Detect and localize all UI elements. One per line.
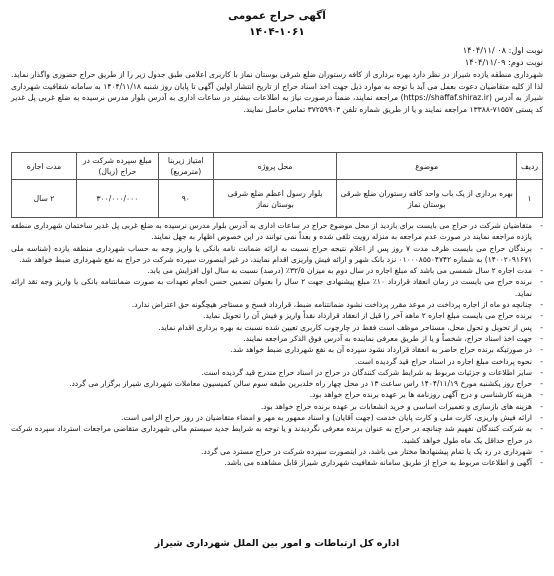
notice-number: ۱۴۰۴-۱۰۶۱ [249,26,305,38]
term-text: ارائه فیش واریزی، کارت ملی و کارت پایان خدمت (جهت آقایان) و اسناد ممهور به مهر و امضاء متقاضیان در روز حراج الزامی است. [120,413,532,423]
term-text: پس از تحویل و تحول محل، مستاجر موظف است فقط در چارچوب کاربری تعیین شده نسبت به بهره برداری اقدام نماید. [158,322,532,332]
term-text: متقاضیان شرکت در حراج می بایست برای بازدید از محل موضوع حراج در ساعات اداری به آدرس بلوار مدرس نرسیده به ضلع غربی پل غدیر ساختمان شهرداری منطقه یازده مراجعه نمایند در صورت عدم مراجعه به منزله رویت تلقی شده و بعداً نمی توانند در این خصوص اظهار به جهل نمایند. [11,221,532,242]
cell-radif: ۱ [517,180,543,218]
header-score: امتیاز زیربنا (مترمربع) [158,153,213,180]
list-item [11,457,543,468]
bullet: - [540,243,543,253]
bullet: - [540,367,543,377]
bullet: - [540,458,543,468]
term-text: جهت اخذ اسناد حراج، شخصاً و یا از طریق معرفی نماینده به آدرس فوق الذکر مراجعه نمایند. [243,333,532,343]
list-item [11,276,543,299]
list-item [11,446,543,457]
header-duration: مدت اجاره [12,153,77,180]
term-text: برندگان حراج می بایست ظرف مدت ۷ روز پس از اعلام نتیجه حراج نسبت به ارائه ضمانت نامه بانکی یا واریز وجه به حساب شهرداری منطقه یازده (شناسه ملی ۱۴۰۰۲۰۹۱۶۷۱) به شماره ۰۱۰۰۰۸۵۵۰۴۷۴۲ نزد بانک شهر و ارائه فیش واریزی اقدام نمایند، در غیر اینصورت سپرده شرکت در حراج به نفع شهرداری ضبط خواهد شد. [11,243,532,264]
term-text: برنده حراج می بایست مبلغ اجاره ۲ ماهه آخر را قبل از انعقاد قرارداد نقداً واریز و فیش آن را تحویل نماید. [202,311,532,321]
bullet: - [540,446,543,456]
header-radif: ردیف [517,153,543,180]
table-row [12,180,543,218]
header-deposit: مبلغ سپرده شرکت در حراج (ریال) [76,153,158,180]
list-item [11,333,543,344]
notice-title: آگهی حراج عمومی [228,10,326,22]
cell-duration: ۲ سال [12,180,77,218]
term-text: مدت اجاره ۲ سال شمسی می باشد که مبلغ اجاره در سال دوم به میزان ۳۲/۵٪ (درصد) نسبت به سال اول افزایش می یابد. [147,266,532,276]
term-text: در صورتیکه برنده حراج حاضر به انعقاد قرارداد نشود سپرده آن به نفع شهرداری ضبط خواهد شد. [230,345,532,355]
list-item [11,299,543,310]
list-item [11,401,543,412]
term-text: هزینه کارشناسی و درج آگهی روزنامه ها بر عهده برنده حراج خواهد بود. [309,390,532,400]
term-text: حراج روز یکشنبه مورخ ۱۴۰۴/۱۱/۱۹ راس ساعت ۱۳ در محل چهار راه خلدبرین طبقه سوم سالن کمیسیون معاملات شهرداری شیراز برگزار می گردد. [69,379,532,389]
date-first: نوبت اول: ۰۸ /۱۴۰۴/۱۱ [462,45,543,55]
intro-paragraph: شهرداری منطقه یازده شیراز در نظر دارد بهره برداری از کافه رستوران ضلع شرقی بوستان نماز با کاربری اعلامی طبق جدول زیر را از طریق حراج حضوری واگذار نماید. لذا از کلیه متقاضیان دعوت بعمل می آید با توجه به موارد ذیل جهت اخذ اسناد حراج از تاریخ انتشار اولین آگهی تا پایان روز شنبه ۱۴۰۴/۱۱/۱۸ به سامانه شفافیت شهرداری شیراز به آدرس (https://shaffaf.shiraz.ir) مراجعه نمایند، ضمناً درصورت نیاز به اطلاعات بیشتر در ساعات اداری به آدرس بلوار مدرس نرسیده به ضلع غربی پل غدیر کد پستی ۷۱۵۵۷-۱۳۳۸۸ مراجعه نمایند و یا از طریق شماره تلفن ۳۷۲۵۹۹۰۳ تماس حاصل نمایند. [11,70,543,114]
bullet: - [540,390,543,400]
bullet: - [540,333,543,343]
cell-deposit: ۳۰۰/۰۰۰/۰۰۰ [76,180,158,218]
bullet: - [540,379,543,389]
bullet: - [540,277,543,287]
list-item [11,412,543,423]
list-item [11,220,543,243]
tender-table [11,152,543,218]
bullet: - [540,221,543,230]
term-text: نحوه پرداخت مبلغ اجاره در اسناد حراج قید گردیده است. [355,356,532,366]
term-text: هزینه های بازسازی و تعمیرات اساسی و خرید انشعابات بر عهده برنده حراج خواهد بود. [260,401,532,411]
term-text: به شرکت کنندگان تفهیم شد چنانچه در حراج به عنوان برنده معرفی نگردیدند و یا توجه به شرایط جدید سیستم مالی شهرداری متقاضی مراجعات استرداد سپرده شرکت در حراج حداقل یک ماه طول خواهد کشید. [11,424,532,445]
list-item [11,344,543,355]
list-item [11,378,543,389]
bullet: - [540,266,543,276]
bullet: - [540,356,543,366]
bullet: - [540,345,543,355]
header-location: محل پروژه [213,153,337,180]
list-item [11,367,543,378]
term-text: چنانچه دو ماه از اجاره پرداخت در موعد مقرر پرداخت نشود ضمانتنامه ضبط، قرارداد فسخ و مستاجر هیچگونه حق اعتراض ندارد. [131,300,532,310]
term-text: آگهی و اطلاعات مربوط به حراج از طریق سامانه شفافیت شهرداری شیراز قابل مشاهده می باشد. [224,458,532,468]
cell-subject: بهره برداری از یک باب واحد کافه رستوران ضلع شرقی بوستان نماز [337,180,517,218]
date-second: نوبت دوم: ۱۴۰۴/۱۱/۰۹ [464,57,543,67]
bullet: - [540,300,543,310]
cell-location: بلوار رسول اعظم ضلع شرقی بوستان نماز [213,180,337,218]
cell-score: ۹۰ [158,180,213,218]
header-subject: موضوع [337,153,517,180]
bullet: - [540,322,543,332]
bullet: - [540,424,543,434]
list-item [11,243,543,266]
issuer-signature: اداره کل ارتباطات و امور بین الملل شهرداری شیراز [154,538,400,549]
list-item [11,322,543,333]
list-item [11,265,543,276]
table-header-row [12,153,543,180]
publication-dates [463,44,543,68]
bullet: - [540,413,543,423]
terms-list [11,220,543,469]
list-item [11,423,543,446]
term-text: برنده حراج می بایست در زمان انعقاد قرارداد ۱۰٪ مبلغ پیشنهادی جهت ۲ سال را بعنوان تضمین حسن انجام تعهدات به صورت ضمانتنامه بانکی یا واریز وجه نقد ارائه نماید. [11,277,532,298]
bullet: - [540,311,543,321]
list-item [11,356,543,367]
list-item [11,310,543,321]
term-text: سایر اطلاعات و جزئیات مربوط به شرایط شرکت کنندگان در حراج در اسناد حراج مندرج قید گردیده است. [201,367,532,377]
term-text: شهرداری در رد یک یا تمام پیشنهادها مختار می باشد، در اینصورت سپرده شرکت در حراج مسترد می گردد. [200,446,532,456]
bullet: - [540,401,543,411]
list-item [11,389,543,400]
